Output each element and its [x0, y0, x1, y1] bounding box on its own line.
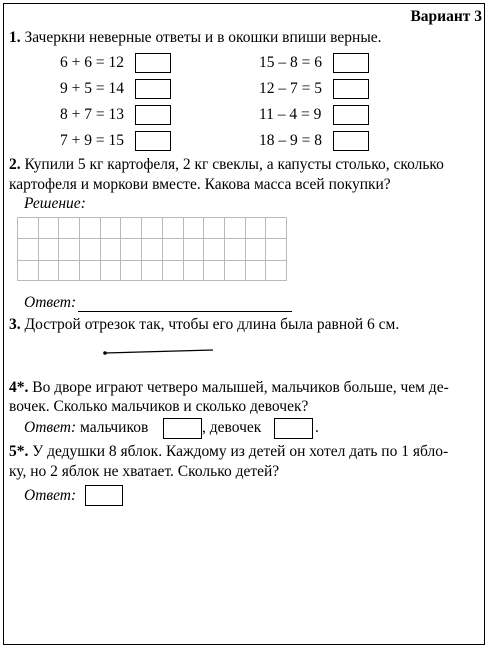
solution-label-text: Решение: [24, 195, 81, 212]
task4-answer-row: [24, 418, 148, 438]
task1-equation-right-1: 15 – 8 = 6: [259, 54, 322, 71]
task1-text: Зачеркни неверные ответы и в окошки впиши верные.: [24, 29, 382, 46]
task5-number: 5*.: [9, 443, 29, 460]
task1-equation-right-2: 12 – 7 = 5: [259, 80, 322, 97]
task3-line: [9, 315, 399, 335]
task5-answer-box[interactable]: [85, 485, 123, 506]
task4-girls-label: девочек: [209, 419, 262, 436]
task5-answer-label: Ответ:: [24, 487, 77, 504]
task5-line-1: [9, 442, 448, 462]
task4-boys-box[interactable]: [163, 418, 202, 439]
task4-girls-row: , девочек: [202, 419, 262, 436]
task1-equation-left-2: 9 + 5 = 14: [60, 80, 124, 97]
task3-text: Дострой отрезок так, чтобы его длина была равной 6 см.: [24, 316, 400, 333]
answer-label-text: Ответ: [24, 294, 71, 311]
task4-text-1: Во дворе играют четверо малышей, мальчиков больше, чем де-: [32, 379, 449, 396]
task4-answer-label-text: Ответ: [24, 419, 71, 436]
task2-answer-label: Ответ:: [24, 294, 77, 311]
task1-answer-box-left-3[interactable]: [135, 105, 171, 125]
task1-answer-box-right-2[interactable]: [333, 79, 369, 99]
task1-header: [9, 28, 382, 48]
task5-answer-label-text: Ответ: [24, 487, 71, 504]
task4-boys-label: мальчиков: [80, 419, 149, 436]
task1-equation-right-3: 11 – 4 = 9: [259, 106, 322, 123]
task1-equation-left-4: 7 + 9 = 15: [60, 132, 124, 149]
task1-answer-box-left-1[interactable]: [135, 53, 171, 73]
task2-solution-label: Решение:: [24, 195, 86, 212]
task3-segment[interactable]: [100, 345, 220, 359]
task1-answer-box-left-2[interactable]: [135, 79, 171, 99]
task4-answer-label: Ответ:: [24, 419, 77, 436]
variant-title: Вариант 3: [410, 8, 482, 25]
task1-equation-right-4: 18 – 9 = 8: [259, 132, 322, 149]
task1-equation-left-1: 6 + 6 = 12: [60, 54, 124, 71]
task2-text-1: Купили 5 кг картофеля, 2 кг свеклы, а капусты столько, сколько: [24, 156, 444, 173]
task5-line-2: ку, но 2 яблок не хватает. Сколько детей?: [9, 463, 280, 480]
solution-grid[interactable]: [17, 217, 287, 281]
task4-period: .: [315, 419, 319, 436]
task2-line-2: картофеля и моркови вместе. Какова масса всей покупки?: [9, 176, 391, 193]
task4-line-1: [9, 378, 449, 398]
task2-number: 2.: [9, 156, 21, 173]
task2-line-1: [9, 155, 444, 175]
task1-answer-box-right-1[interactable]: [333, 53, 369, 73]
task1-number: 1.: [9, 29, 21, 46]
solution-grid-lines: [17, 217, 287, 281]
task5-text-1: У дедушки 8 яблок. Каждому из детей он хотел дать по 1 ябло-: [32, 443, 449, 460]
task1-answer-box-right-3[interactable]: [333, 105, 369, 125]
task1-answer-box-left-4[interactable]: [135, 131, 171, 151]
task4-number: 4*.: [9, 379, 29, 396]
task1-equation-left-3: 8 + 7 = 13: [60, 106, 124, 123]
task1-answer-box-right-4[interactable]: [333, 131, 369, 151]
task4-girls-box[interactable]: [274, 418, 313, 439]
task2-answer-line[interactable]: [78, 295, 292, 312]
task3-number: 3.: [9, 316, 21, 333]
task4-line-2: вочек. Сколько мальчиков и сколько девочек?: [9, 398, 309, 415]
